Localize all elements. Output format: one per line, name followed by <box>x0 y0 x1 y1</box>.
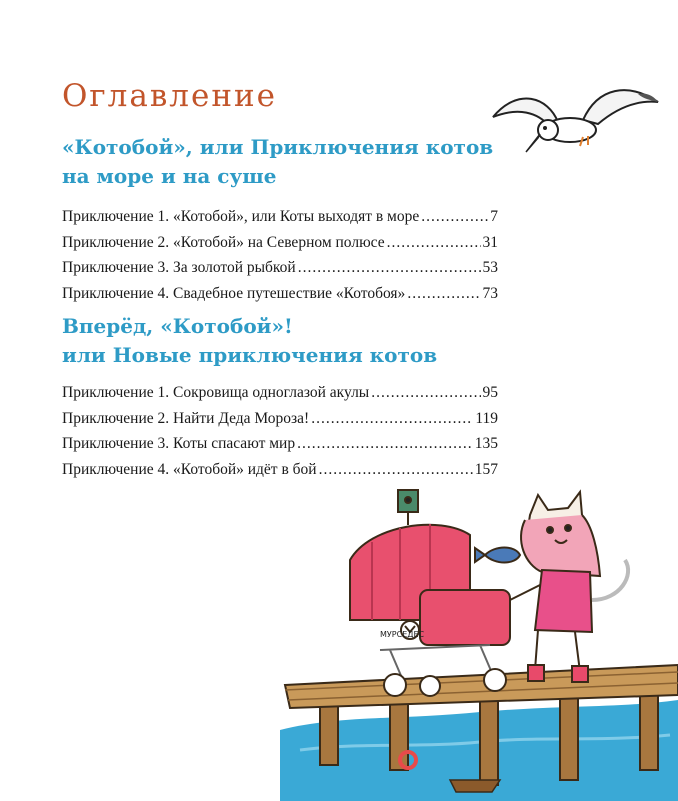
toc-leader-dots <box>387 230 481 256</box>
toc-entry-page: 7 <box>490 208 498 225</box>
toc-list-section-2 <box>62 380 498 482</box>
section-heading-line: или Новые приключения котов <box>62 343 438 367</box>
section-heading-1 <box>62 133 493 191</box>
section-heading-2 <box>62 312 437 370</box>
toc-entry-label: Приключение 1. Сокровища одноглазой акулы <box>62 384 370 401</box>
section-heading-line: «Котобой», или Приключения котов <box>62 135 494 159</box>
toc-entry-page: 157 <box>474 460 498 478</box>
toc-entry-label: Приключение 2. «Котобой» на Северном полюсе <box>62 233 385 251</box>
toc-entry-page: 31 <box>482 233 498 251</box>
toc-leader-dots <box>319 457 473 483</box>
toc-entry[interactable] <box>62 406 498 432</box>
toc-entry[interactable] <box>62 380 498 406</box>
toc-entry-page: 53 <box>482 259 498 277</box>
toc-leader-dots <box>421 204 488 230</box>
toc-leader-dots <box>298 255 481 281</box>
toc-leader-dots <box>297 431 473 457</box>
toc-entry-page: 73 <box>482 284 498 302</box>
toc-entry-page: 119 <box>475 409 498 427</box>
toc-entry[interactable] <box>62 230 498 256</box>
toc-entry[interactable] <box>62 281 498 307</box>
toc-entry-label: Приключение 2. Найти Деда Мороза! <box>62 409 310 427</box>
toc-entry[interactable] <box>62 457 498 483</box>
section-heading-line: на море и на суше <box>62 164 277 188</box>
seagull-illustration <box>488 82 663 162</box>
toc-entry-label: Приключение 4. «Котобой» идёт в бой <box>62 460 317 478</box>
toc-entry-page: 95 <box>482 384 498 401</box>
toc-entry-label: Приключение 3. За золотой рыбкой <box>62 259 296 277</box>
toc-leader-dots <box>311 406 473 432</box>
toc-leader-dots <box>407 281 480 307</box>
toc-entry[interactable] <box>62 204 498 230</box>
toc-leader-dots <box>371 380 480 406</box>
section-heading-line: Вперёд, «Котобой»! <box>62 314 293 338</box>
page-title: Оглавление <box>62 78 277 114</box>
toc-entry[interactable] <box>62 255 498 281</box>
toc-entry[interactable] <box>62 431 498 457</box>
toc-entry-label: Приключение 1. «Котобой», или Коты выходят в море <box>62 208 420 225</box>
toc-list-section-1 <box>62 204 498 306</box>
stroller-brand-label: МУРСЕДЕС <box>380 630 425 639</box>
toc-entry-page: 135 <box>474 435 498 453</box>
cat-stroller-pier-illustration <box>280 480 678 801</box>
toc-entry-label: Приключение 3. Коты спасают мир <box>62 435 296 453</box>
toc-entry-label: Приключение 4. Свадебное путешествие «Котобоя» <box>62 284 406 302</box>
